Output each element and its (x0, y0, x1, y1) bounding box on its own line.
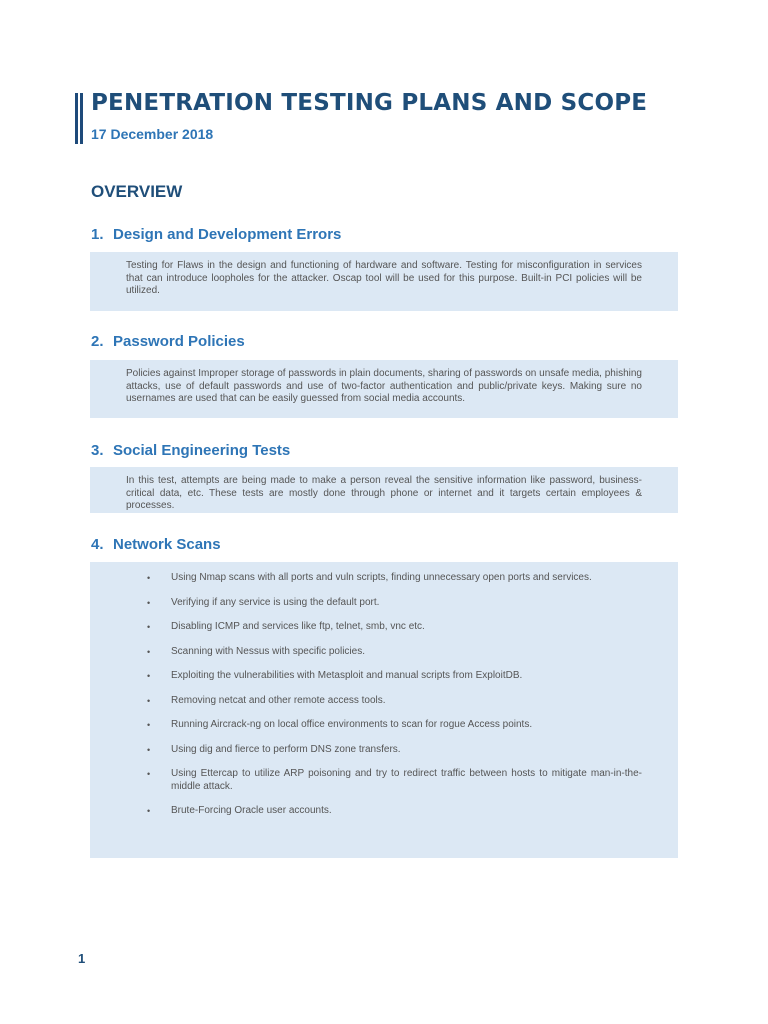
list-item (90, 670, 678, 683)
list-item (90, 695, 678, 708)
bullet-icon: • (147, 769, 151, 779)
bullet-icon: • (147, 806, 151, 816)
list-item-text: Using Ettercap to utilize ARP poisoning and try to redirect traffic between hosts to mitigate man-in-the-middle attack. (171, 768, 642, 792)
bullet-icon: • (147, 695, 151, 706)
section-box-social-engineering (90, 467, 678, 513)
list-item-text: Using Nmap scans with all ports and vuln scripts, finding unnecessary open ports and services. (171, 572, 592, 583)
section-title: Password Policies (113, 333, 245, 350)
section-box-design-errors (90, 252, 678, 311)
title-accent-bar (75, 93, 78, 144)
bullet-icon: • (147, 622, 151, 632)
bullet-icon: • (147, 720, 151, 730)
bullet-icon: • (147, 597, 151, 608)
bullet-icon: • (147, 573, 151, 583)
list-item-text: Disabling ICMP and services like ftp, telnet, smb, vnc etc. (171, 621, 425, 632)
list-item-text: Brute-Forcing Oracle user accounts. (171, 805, 332, 816)
section-number: 3. (91, 442, 104, 459)
list-item-text: Running Aircrack-ng on local office environments to scan for rogue Access points. (171, 719, 533, 730)
list-item-text: Verifying if any service is using the default port. (171, 596, 380, 608)
bullet-icon: • (147, 671, 151, 681)
section-heading-password-policies (91, 333, 245, 350)
section-text: Testing for Flaws in the design and functioning of hardware and software. Testing for misconfiguration in services that can introduce loopholes for the attacker. Oscap tool will be used for this purpose. Built-in PCI policies will be utilized. (126, 260, 642, 296)
list-item-text: Exploiting the vulnerabilities with Metasploit and manual scripts from ExploitDB. (171, 670, 523, 681)
section-title: Network Scans (113, 536, 221, 553)
list-item (90, 805, 678, 818)
section-box-network-scans (90, 562, 678, 858)
list-item (90, 646, 678, 659)
section-heading-design-errors (91, 226, 341, 243)
bullet-icon: • (147, 646, 151, 657)
section-number: 2. (91, 333, 104, 350)
list-item (90, 597, 678, 610)
section-text: In this test, attempts are being made to make a person reveal the sensitive information like password, business-critical data, etc. These tests are mostly done through phone or internet and it targets certain employees & processes. (126, 475, 642, 511)
list-item (90, 744, 678, 757)
section-number: 4. (91, 536, 104, 553)
list-item (90, 572, 678, 585)
page-number: 1 (78, 951, 86, 966)
bullet-icon: • (147, 744, 151, 755)
overview-heading: OVERVIEW (91, 182, 183, 201)
list-item (90, 719, 678, 732)
document-date: 17 December 2018 (91, 126, 214, 142)
section-number: 1. (91, 226, 104, 243)
section-box-password-policies (90, 360, 678, 418)
list-item (90, 621, 678, 634)
section-text: Policies against Improper storage of passwords in plain documents, sharing of passwords on unsafe media, phishing attacks, use of default passwords and use of two-factor authentication and public/private keys. Making sure no usernames are used that can be easily guessed from social media accounts. (126, 368, 642, 404)
list-item-text: Scanning with Nessus with specific policies. (171, 645, 365, 657)
list-item-text: Using dig and fierce to perform DNS zone transfers. (171, 743, 401, 755)
section-heading-network-scans (91, 536, 221, 553)
section-title: Social Engineering Tests (113, 442, 291, 459)
list-item-text: Removing netcat and other remote access tools. (171, 694, 386, 706)
title-accent-bar (80, 93, 83, 144)
list-item (90, 768, 678, 793)
document-title: PENETRATION TESTING PLANS AND SCOPE (91, 90, 648, 116)
section-title: Design and Development Errors (113, 226, 342, 243)
section-heading-social-engineering (91, 442, 290, 459)
network-scans-list (90, 572, 678, 818)
